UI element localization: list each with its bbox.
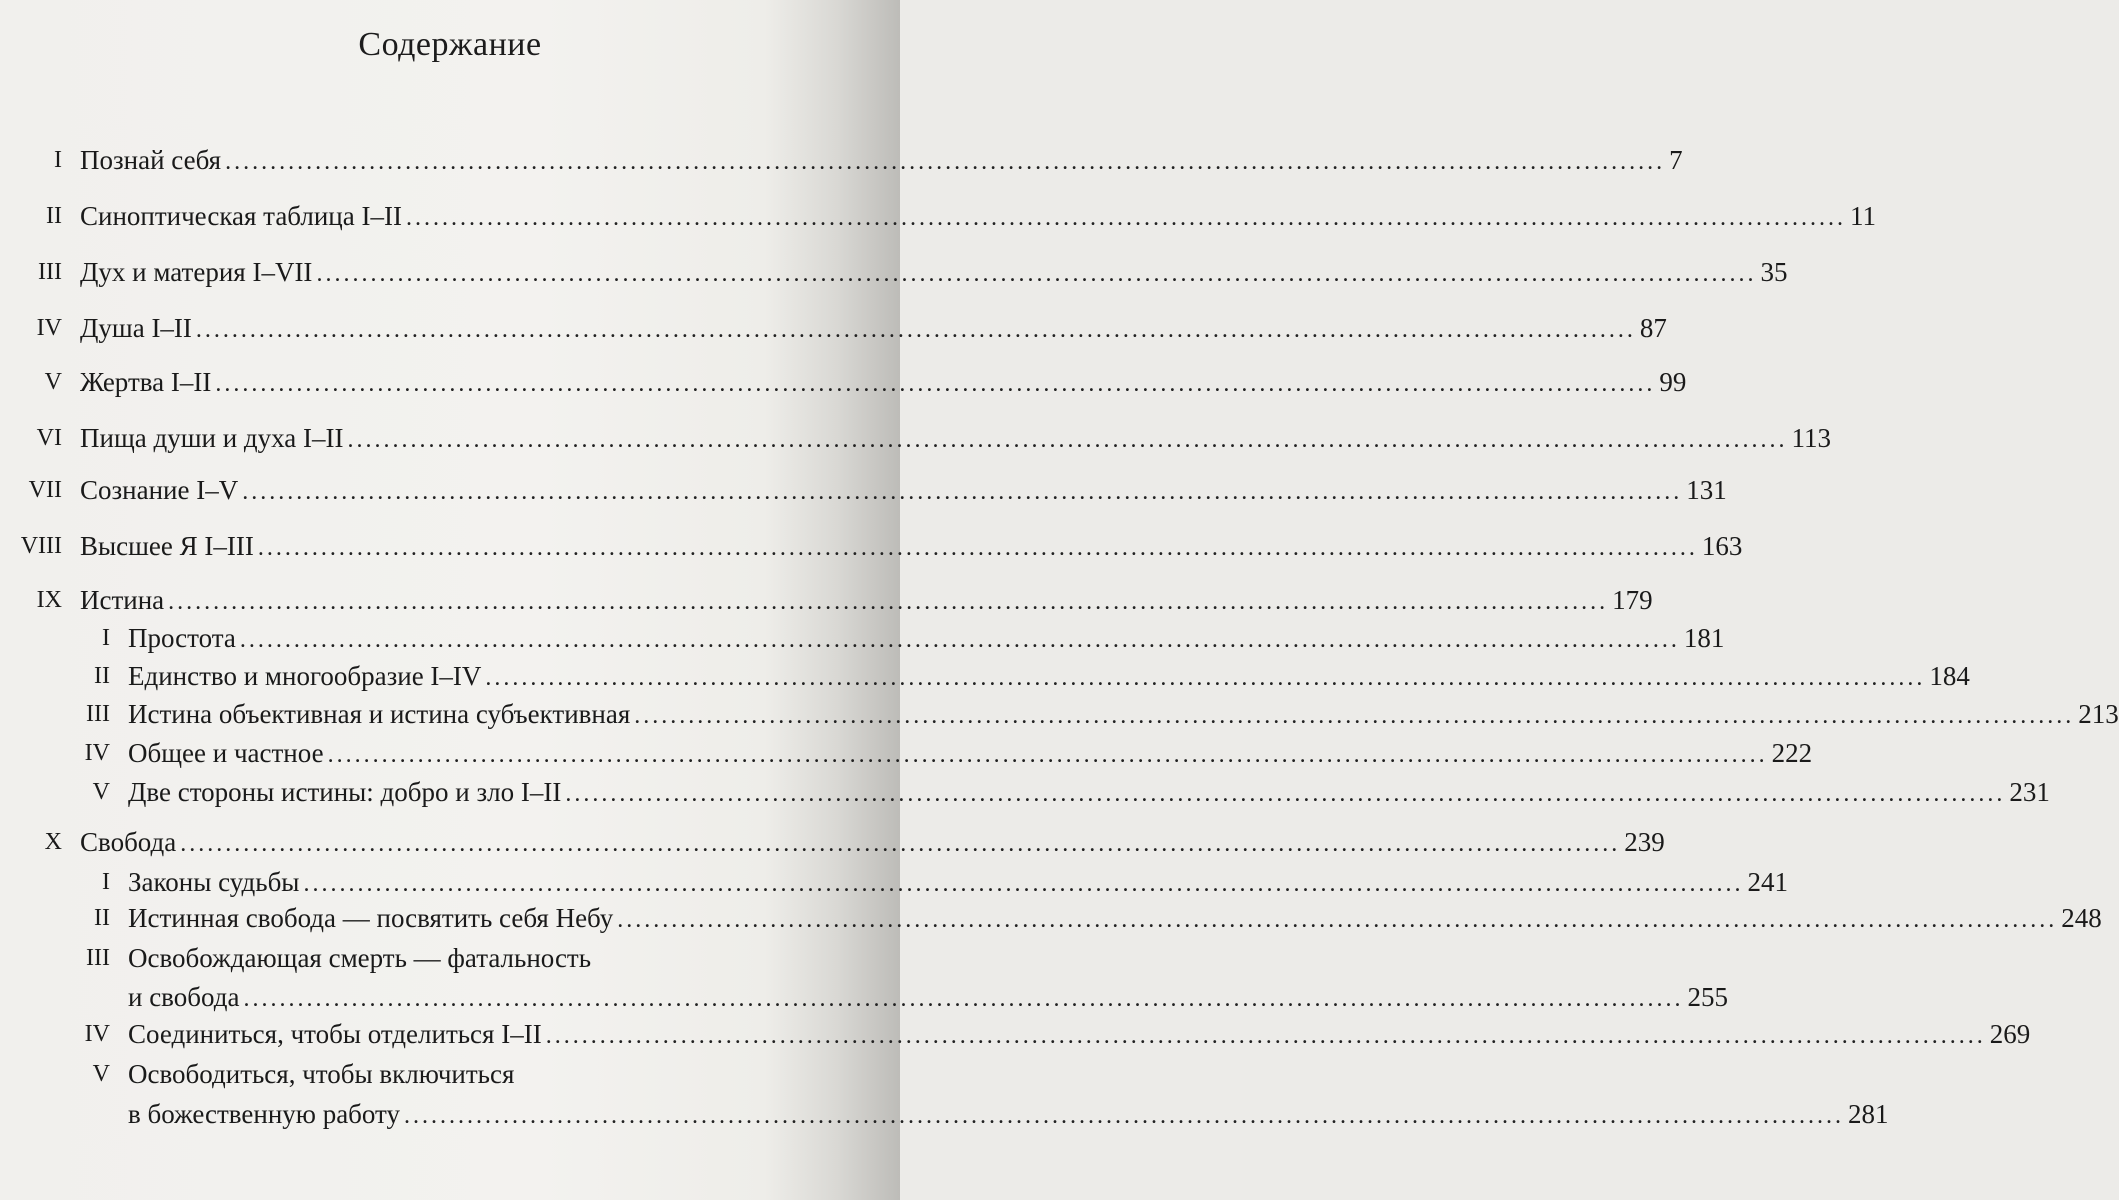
toc-entry-page: 255 xyxy=(1687,982,1728,1012)
toc-entry-number: III xyxy=(86,701,110,727)
toc-entry-number: IV xyxy=(84,740,110,766)
toc-entry-title: в божественную работу xyxy=(128,1099,401,1129)
toc-entry-title: Истина объективная и истина субъективная xyxy=(128,699,631,729)
toc-entry-title: Свобода xyxy=(80,827,177,857)
toc-entry-page: 239 xyxy=(1624,827,1665,857)
toc-entry-page: 269 xyxy=(1989,1019,2031,1049)
toc-entry xyxy=(0,733,1813,773)
toc-entry-number: V xyxy=(44,369,62,395)
dot-leader: ................................................................................................................................................................ xyxy=(168,589,1609,615)
toc-entry-number: II xyxy=(94,905,110,931)
toc-entry xyxy=(0,252,1788,292)
dot-leader: ................................................................................................................................................................ xyxy=(565,781,2006,807)
dot-leader: ................................................................................................................................................................ xyxy=(215,371,1656,397)
dot-leader: ................................................................................................................................................................ xyxy=(239,627,1680,653)
toc-entry-title: и свобода xyxy=(128,982,240,1012)
toc-entry-page: 87 xyxy=(1639,313,1667,343)
toc-entry xyxy=(0,1054,900,1094)
toc-entry xyxy=(0,470,1727,510)
toc-entry-number: VI xyxy=(36,425,62,451)
toc-entry-title: Освободиться, чтобы включиться xyxy=(128,1059,515,1089)
toc-entry-number: IX xyxy=(36,587,62,613)
toc-entry-title: Познай себя xyxy=(80,145,222,175)
toc-entry-page: 213 xyxy=(2078,699,2119,729)
dot-leader: ................................................................................................................................................................ xyxy=(347,427,1788,453)
toc-entry-number: I xyxy=(102,869,110,895)
dot-leader: ................................................................................................................................................................ xyxy=(195,317,1636,343)
toc-entry xyxy=(0,862,1788,902)
toc-entry xyxy=(0,938,900,978)
toc-entry-number: IV xyxy=(84,1021,110,1047)
toc-entry xyxy=(0,308,1667,348)
toc-entry-page: 181 xyxy=(1683,623,1725,653)
toc-entry-title: Две стороны истины: добро и зло I–II xyxy=(128,777,562,807)
toc-entry-number: II xyxy=(46,203,62,229)
toc-entry xyxy=(0,196,1876,236)
toc-entry-page: 163 xyxy=(1701,531,1743,561)
dot-leader: ................................................................................................................................................................ xyxy=(545,1023,1986,1049)
dot-leader: ................................................................................................................................................................ xyxy=(303,871,1744,897)
toc-entry xyxy=(0,1094,1889,1134)
toc-entry xyxy=(0,418,1831,458)
page-title: Содержание xyxy=(358,26,542,63)
toc-entry-title: Истина xyxy=(80,585,165,615)
toc-entry-number: III xyxy=(86,945,110,971)
toc-entry-number: V xyxy=(92,779,110,805)
dot-leader: ................................................................................................................................................................ xyxy=(257,535,1698,561)
dot-leader: ................................................................................................................................................................ xyxy=(634,703,2075,729)
toc-entry-number: V xyxy=(92,1061,110,1087)
toc-entry-title: Простота xyxy=(128,623,236,653)
toc-entry-title: Соединиться, чтобы отделиться I–II xyxy=(128,1019,542,1049)
toc-entry-page: 248 xyxy=(2061,903,2102,933)
toc-entry-number: VIII xyxy=(20,533,62,559)
dot-leader: ................................................................................................................................................................ xyxy=(242,479,1683,505)
toc-entry-page: 113 xyxy=(1791,423,1831,453)
toc-entry xyxy=(0,618,1725,658)
toc-entry xyxy=(0,140,1683,180)
toc-entry-title: Синоптическая таблица I–II xyxy=(80,201,402,231)
toc-entry-page: 35 xyxy=(1760,257,1788,287)
toc-entry-title: Душа I–II xyxy=(80,313,192,343)
toc-entry-page: 11 xyxy=(1849,201,1876,231)
toc-entry-title: Истинная свобода — посвятить себя Небу xyxy=(128,903,614,933)
dot-leader: ................................................................................................................................................................ xyxy=(243,986,1684,1012)
toc-entry xyxy=(0,580,1653,620)
toc-entry-page: 7 xyxy=(1669,145,1683,175)
toc-entry-number: IV xyxy=(36,315,62,341)
toc-entry-title: Высшее Я I–III xyxy=(80,531,254,561)
toc-entry xyxy=(0,526,1743,566)
toc-entry-page: 222 xyxy=(1771,738,1813,768)
toc-entry-number: II xyxy=(94,663,110,689)
dot-leader: ................................................................................................................................................................ xyxy=(225,149,1666,175)
dot-leader: ................................................................................................................................................................ xyxy=(327,742,1768,768)
toc-entry-number: I xyxy=(54,147,62,173)
toc-entry-title: Освобождающая смерть — фатальность xyxy=(128,943,592,973)
toc-entry xyxy=(0,362,1687,402)
toc-entry-page: 131 xyxy=(1686,475,1727,505)
dot-leader: ................................................................................................................................................................ xyxy=(404,1103,1845,1129)
toc-entry xyxy=(0,656,1970,696)
dot-leader: ................................................................................................................................................................ xyxy=(485,665,1926,691)
toc-entry-title: Дух и материя I–VII xyxy=(80,257,313,287)
toc-entry-title: Единство и многообразие I–IV xyxy=(128,661,482,691)
toc-entry-page: 281 xyxy=(1848,1099,1889,1129)
toc-entry-number: X xyxy=(44,829,62,855)
toc-entry-title: Общее и частное xyxy=(128,738,324,768)
toc-entry-page: 179 xyxy=(1612,585,1653,615)
toc-entry-title: Жертва I–II xyxy=(80,367,212,397)
toc-entry xyxy=(0,772,2050,812)
toc-entry-page: 184 xyxy=(1929,661,1970,691)
toc-entry-page: 231 xyxy=(2009,777,2050,807)
toc-entry xyxy=(0,822,1665,862)
toc-entry-title: Сознание I–V xyxy=(80,475,239,505)
dot-leader: ................................................................................................................................................................ xyxy=(617,907,2058,933)
toc-entry xyxy=(0,898,2102,938)
toc-entry-title: Законы судьбы xyxy=(128,867,300,897)
toc-entry-page: 99 xyxy=(1659,367,1687,397)
toc-entry xyxy=(0,977,1728,1017)
toc-entry-page: 241 xyxy=(1747,867,1788,897)
dot-leader: ................................................................................................................................................................ xyxy=(405,205,1846,231)
toc-entry xyxy=(0,1014,2031,1054)
dot-leader: ................................................................................................................................................................ xyxy=(180,831,1621,857)
toc-entry-title: Пища души и духа I–II xyxy=(80,423,344,453)
toc-entry-number: I xyxy=(102,625,110,651)
toc-entry xyxy=(0,694,2119,734)
toc-entry-number: III xyxy=(38,259,62,285)
dot-leader: ................................................................................................................................................................ xyxy=(316,261,1757,287)
toc-entry-number: VII xyxy=(28,477,62,503)
